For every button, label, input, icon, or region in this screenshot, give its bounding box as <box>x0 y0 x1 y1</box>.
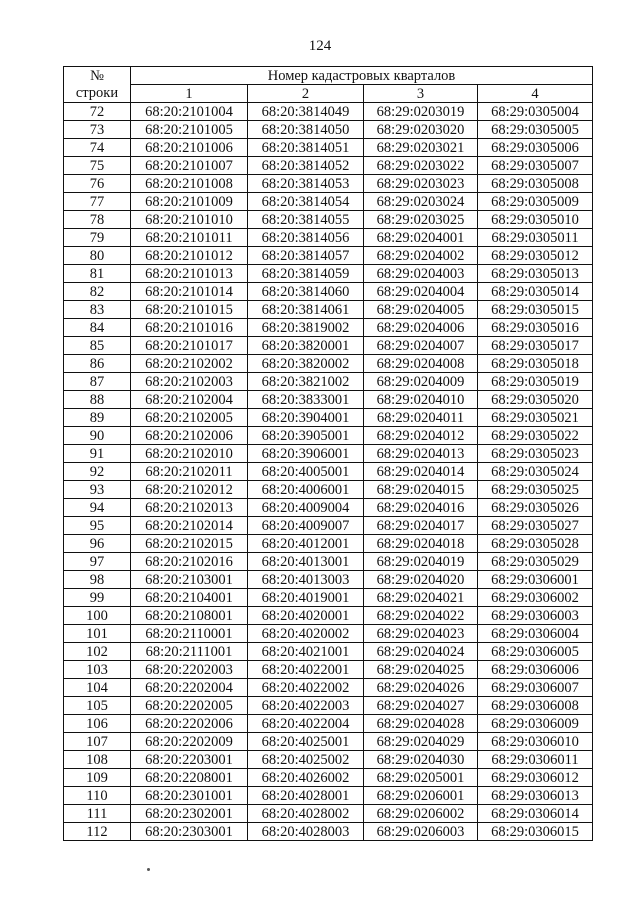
quarter-cell-col4: 68:29:0306009 <box>478 715 593 733</box>
quarter-cell-col4: 68:29:0305020 <box>478 391 593 409</box>
quarter-cell-col2: 68:20:4005001 <box>248 463 364 481</box>
quarter-cell-col4: 68:29:0305019 <box>478 373 593 391</box>
quarter-cell-col1: 68:20:2102015 <box>131 535 248 553</box>
table-row <box>64 391 593 409</box>
row-number-cell: 110 <box>64 787 131 805</box>
quarter-cell-col4: 68:29:0305027 <box>478 517 593 535</box>
table-row <box>64 679 593 697</box>
quarter-cell-col4: 68:29:0305016 <box>478 319 593 337</box>
table-row <box>64 625 593 643</box>
row-number-cell: 83 <box>64 301 131 319</box>
quarter-cell-col2: 68:20:4013001 <box>248 553 364 571</box>
quarter-cell-col3: 68:29:0203021 <box>364 139 478 157</box>
table-row <box>64 517 593 535</box>
quarter-cell-col3: 68:29:0204010 <box>364 391 478 409</box>
quarter-cell-col4: 68:29:0305006 <box>478 139 593 157</box>
table-row <box>64 319 593 337</box>
quarter-cell-col1: 68:20:2202009 <box>131 733 248 751</box>
quarter-cell-col1: 68:20:2102012 <box>131 481 248 499</box>
quarter-cell-col1: 68:20:2101008 <box>131 175 248 193</box>
quarter-cell-col2: 68:20:3820002 <box>248 355 364 373</box>
quarter-cell-col2: 68:20:4013003 <box>248 571 364 589</box>
row-number-cell: 97 <box>64 553 131 571</box>
quarter-cell-col2: 68:20:4022001 <box>248 661 364 679</box>
quarter-cell-col3: 68:29:0204028 <box>364 715 478 733</box>
table-row <box>64 499 593 517</box>
table-row <box>64 607 593 625</box>
table-row <box>64 733 593 751</box>
quarter-cell-col3: 68:29:0206003 <box>364 823 478 841</box>
quarter-cell-col4: 68:29:0306010 <box>478 733 593 751</box>
table-row <box>64 553 593 571</box>
quarter-cell-col4: 68:29:0306005 <box>478 643 593 661</box>
table-row <box>64 769 593 787</box>
row-number-cell: 99 <box>64 589 131 607</box>
quarter-cell-col4: 68:29:0305014 <box>478 283 593 301</box>
quarter-cell-col1: 68:20:2101015 <box>131 301 248 319</box>
quarter-cell-col3: 68:29:0204030 <box>364 751 478 769</box>
header-group-title: Номер кадастровых кварталов <box>131 67 593 85</box>
quarter-cell-col3: 68:29:0205001 <box>364 769 478 787</box>
quarter-cell-col2: 68:20:4019001 <box>248 589 364 607</box>
quarter-cell-col4: 68:29:0305029 <box>478 553 593 571</box>
quarter-cell-col3: 68:29:0204016 <box>364 499 478 517</box>
row-number-cell: 109 <box>64 769 131 787</box>
quarter-cell-col2: 68:20:3906001 <box>248 445 364 463</box>
quarter-cell-col3: 68:29:0204021 <box>364 589 478 607</box>
quarter-cell-col1: 68:20:2101007 <box>131 157 248 175</box>
table-body <box>64 67 593 841</box>
quarter-cell-col3: 68:29:0203025 <box>364 211 478 229</box>
table-row <box>64 247 593 265</box>
table-row <box>64 283 593 301</box>
row-number-cell: 85 <box>64 337 131 355</box>
row-number-cell: 78 <box>64 211 131 229</box>
quarter-cell-col1: 68:20:2101014 <box>131 283 248 301</box>
header-col-2: 2 <box>248 85 364 103</box>
quarter-cell-col1: 68:20:2208001 <box>131 769 248 787</box>
quarter-cell-col4: 68:29:0305024 <box>478 463 593 481</box>
table-row <box>64 265 593 283</box>
quarter-cell-col1: 68:20:2101004 <box>131 103 248 121</box>
table-row <box>64 805 593 823</box>
quarter-cell-col4: 68:29:0305023 <box>478 445 593 463</box>
quarter-cell-col3: 68:29:0204001 <box>364 229 478 247</box>
table-row <box>64 337 593 355</box>
quarter-cell-col3: 68:29:0204029 <box>364 733 478 751</box>
row-number-cell: 84 <box>64 319 131 337</box>
row-number-cell: 76 <box>64 175 131 193</box>
quarter-cell-col1: 68:20:2110001 <box>131 625 248 643</box>
quarter-cell-col4: 68:29:0305025 <box>478 481 593 499</box>
quarter-cell-col1: 68:20:2101012 <box>131 247 248 265</box>
row-number-cell: 104 <box>64 679 131 697</box>
quarter-cell-col4: 68:29:0306012 <box>478 769 593 787</box>
quarter-cell-col4: 68:29:0305017 <box>478 337 593 355</box>
quarter-cell-col1: 68:20:2202003 <box>131 661 248 679</box>
quarter-cell-col2: 68:20:4021001 <box>248 643 364 661</box>
quarter-cell-col1: 68:20:2108001 <box>131 607 248 625</box>
quarter-cell-col2: 68:20:3821002 <box>248 373 364 391</box>
quarter-cell-col2: 68:20:3814057 <box>248 247 364 265</box>
table-row <box>64 463 593 481</box>
table-row <box>64 139 593 157</box>
table-row <box>64 589 593 607</box>
quarter-cell-col3: 68:29:0204018 <box>364 535 478 553</box>
quarter-cell-col3: 68:29:0204014 <box>364 463 478 481</box>
row-number-cell: 98 <box>64 571 131 589</box>
quarter-cell-col4: 68:29:0305005 <box>478 121 593 139</box>
row-number-cell: 88 <box>64 391 131 409</box>
quarter-cell-col3: 68:29:0204024 <box>364 643 478 661</box>
table-row <box>64 103 593 121</box>
quarter-cell-col2: 68:20:3819002 <box>248 319 364 337</box>
quarter-cell-col3: 68:29:0204013 <box>364 445 478 463</box>
quarter-cell-col4: 68:29:0305011 <box>478 229 593 247</box>
quarter-cell-col2: 68:20:4006001 <box>248 481 364 499</box>
row-number-cell: 92 <box>64 463 131 481</box>
quarter-cell-col1: 68:20:2102010 <box>131 445 248 463</box>
quarter-cell-col1: 68:20:2102006 <box>131 427 248 445</box>
table-row <box>64 535 593 553</box>
page-number: 124 <box>308 38 332 54</box>
row-number-cell: 81 <box>64 265 131 283</box>
quarter-cell-col4: 68:29:0306007 <box>478 679 593 697</box>
quarter-cell-col2: 68:20:4025001 <box>248 733 364 751</box>
row-number-cell: 96 <box>64 535 131 553</box>
row-number-cell: 112 <box>64 823 131 841</box>
quarter-cell-col4: 68:29:0305022 <box>478 427 593 445</box>
quarter-cell-col1: 68:20:2102013 <box>131 499 248 517</box>
quarter-cell-col4: 68:29:0305009 <box>478 193 593 211</box>
header-col-4: 4 <box>478 85 593 103</box>
header-col-3: 3 <box>364 85 478 103</box>
quarter-cell-col2: 68:20:3820001 <box>248 337 364 355</box>
quarter-cell-col1: 68:20:2301001 <box>131 787 248 805</box>
quarter-cell-col1: 68:20:2101005 <box>131 121 248 139</box>
quarter-cell-col4: 68:29:0306004 <box>478 625 593 643</box>
table-row <box>64 157 593 175</box>
quarter-cell-col2: 68:20:4028001 <box>248 787 364 805</box>
row-number-cell: 80 <box>64 247 131 265</box>
quarter-cell-col1: 68:20:2101017 <box>131 337 248 355</box>
row-number-cell: 105 <box>64 697 131 715</box>
quarter-cell-col2: 68:20:3814060 <box>248 283 364 301</box>
quarter-cell-col1: 68:20:2102014 <box>131 517 248 535</box>
table-row <box>64 229 593 247</box>
quarter-cell-col4: 68:29:0306015 <box>478 823 593 841</box>
row-number-cell: 102 <box>64 643 131 661</box>
scan-speck <box>147 868 150 871</box>
quarter-cell-col1: 68:20:2101011 <box>131 229 248 247</box>
quarter-cell-col3: 68:29:0204020 <box>364 571 478 589</box>
row-number-cell: 94 <box>64 499 131 517</box>
quarter-cell-col2: 68:20:4012001 <box>248 535 364 553</box>
quarter-cell-col2: 68:20:4022002 <box>248 679 364 697</box>
quarter-cell-col3: 68:29:0204002 <box>364 247 478 265</box>
quarter-cell-col4: 68:29:0306002 <box>478 589 593 607</box>
header-row-2 <box>64 85 593 103</box>
row-number-cell: 75 <box>64 157 131 175</box>
quarter-cell-col4: 68:29:0305026 <box>478 499 593 517</box>
quarter-cell-col1: 68:20:2104001 <box>131 589 248 607</box>
quarter-cell-col2: 68:20:3904001 <box>248 409 364 427</box>
table-row <box>64 751 593 769</box>
table-row <box>64 787 593 805</box>
row-number-cell: 93 <box>64 481 131 499</box>
table-row <box>64 661 593 679</box>
table-row <box>64 823 593 841</box>
quarter-cell-col4: 68:29:0305010 <box>478 211 593 229</box>
row-number-cell: 77 <box>64 193 131 211</box>
quarter-cell-col4: 68:29:0305007 <box>478 157 593 175</box>
quarter-cell-col4: 68:29:0305012 <box>478 247 593 265</box>
quarter-cell-col3: 68:29:0204009 <box>364 373 478 391</box>
quarter-cell-col3: 68:29:0204027 <box>364 697 478 715</box>
quarter-cell-col4: 68:29:0305021 <box>478 409 593 427</box>
quarter-cell-col2: 68:20:3814059 <box>248 265 364 283</box>
quarter-cell-col3: 68:29:0204022 <box>364 607 478 625</box>
row-number-cell: 101 <box>64 625 131 643</box>
row-number-cell: 87 <box>64 373 131 391</box>
quarter-cell-col2: 68:20:4009004 <box>248 499 364 517</box>
row-number-cell: 89 <box>64 409 131 427</box>
quarter-cell-col4: 68:29:0305004 <box>478 103 593 121</box>
quarter-cell-col2: 68:20:4009007 <box>248 517 364 535</box>
table-row <box>64 571 593 589</box>
quarter-cell-col3: 68:29:0204026 <box>364 679 478 697</box>
row-number-cell: 91 <box>64 445 131 463</box>
quarter-cell-col1: 68:20:2102005 <box>131 409 248 427</box>
quarter-cell-col4: 68:29:0305013 <box>478 265 593 283</box>
quarter-cell-col4: 68:29:0306003 <box>478 607 593 625</box>
header-row-1 <box>64 67 593 85</box>
quarter-cell-col1: 68:20:2102004 <box>131 391 248 409</box>
table-row <box>64 373 593 391</box>
row-number-cell: 111 <box>64 805 131 823</box>
row-number-cell: 90 <box>64 427 131 445</box>
row-number-cell: 82 <box>64 283 131 301</box>
quarter-cell-col1: 68:20:2102011 <box>131 463 248 481</box>
quarter-cell-col3: 68:29:0204007 <box>364 337 478 355</box>
quarter-cell-col1: 68:20:2302001 <box>131 805 248 823</box>
quarter-cell-col2: 68:20:3814052 <box>248 157 364 175</box>
quarter-cell-col1: 68:20:2202006 <box>131 715 248 733</box>
quarter-cell-col1: 68:20:2111001 <box>131 643 248 661</box>
table-row <box>64 643 593 661</box>
quarter-cell-col3: 68:29:0204012 <box>364 427 478 445</box>
quarter-cell-col1: 68:20:2303001 <box>131 823 248 841</box>
quarter-cell-col3: 68:29:0204011 <box>364 409 478 427</box>
row-number-cell: 107 <box>64 733 131 751</box>
quarter-cell-col2: 68:20:4028003 <box>248 823 364 841</box>
quarter-cell-col1: 68:20:2101016 <box>131 319 248 337</box>
quarter-cell-col3: 68:29:0203020 <box>364 121 478 139</box>
quarter-cell-col1: 68:20:2202004 <box>131 679 248 697</box>
quarter-cell-col3: 68:29:0203023 <box>364 175 478 193</box>
quarter-cell-col4: 68:29:0305015 <box>478 301 593 319</box>
quarter-cell-col1: 68:20:2101010 <box>131 211 248 229</box>
table-row <box>64 427 593 445</box>
quarter-cell-col4: 68:29:0306008 <box>478 697 593 715</box>
row-number-cell: 100 <box>64 607 131 625</box>
quarter-cell-col2: 68:20:3814050 <box>248 121 364 139</box>
quarter-cell-col2: 68:20:4026002 <box>248 769 364 787</box>
quarter-cell-col1: 68:20:2101009 <box>131 193 248 211</box>
quarter-cell-col4: 68:29:0306006 <box>478 661 593 679</box>
table-row <box>64 481 593 499</box>
table-row <box>64 697 593 715</box>
quarter-cell-col3: 68:29:0204019 <box>364 553 478 571</box>
quarter-cell-col2: 68:20:4028002 <box>248 805 364 823</box>
row-number-cell: 86 <box>64 355 131 373</box>
quarter-cell-col2: 68:20:4022004 <box>248 715 364 733</box>
header-col-1: 1 <box>131 85 248 103</box>
table-row <box>64 193 593 211</box>
quarter-cell-col2: 68:20:3814053 <box>248 175 364 193</box>
header-number-sign: № <box>64 67 131 85</box>
quarter-cell-col2: 68:20:4022003 <box>248 697 364 715</box>
quarter-cell-col4: 68:29:0306001 <box>478 571 593 589</box>
quarter-cell-col3: 68:29:0204006 <box>364 319 478 337</box>
quarter-cell-col1: 68:20:2102003 <box>131 373 248 391</box>
quarter-cell-col2: 68:20:4025002 <box>248 751 364 769</box>
table-row <box>64 715 593 733</box>
quarter-cell-col1: 68:20:2202005 <box>131 697 248 715</box>
row-number-cell: 108 <box>64 751 131 769</box>
quarter-cell-col2: 68:20:3814056 <box>248 229 364 247</box>
quarter-cell-col4: 68:29:0306011 <box>478 751 593 769</box>
quarter-cell-col2: 68:20:3833001 <box>248 391 364 409</box>
cadastral-quarters-table <box>63 66 593 841</box>
quarter-cell-col2: 68:20:3814049 <box>248 103 364 121</box>
row-number-cell: 79 <box>64 229 131 247</box>
row-number-cell: 74 <box>64 139 131 157</box>
quarter-cell-col4: 68:29:0305008 <box>478 175 593 193</box>
quarter-cell-col1: 68:20:2203001 <box>131 751 248 769</box>
quarter-cell-col2: 68:20:3814055 <box>248 211 364 229</box>
quarter-cell-col1: 68:20:2102016 <box>131 553 248 571</box>
quarter-cell-col3: 68:29:0204008 <box>364 355 478 373</box>
row-number-cell: 72 <box>64 103 131 121</box>
table-row <box>64 301 593 319</box>
quarter-cell-col1: 68:20:2103001 <box>131 571 248 589</box>
quarter-cell-col2: 68:20:4020002 <box>248 625 364 643</box>
quarter-cell-col3: 68:29:0204023 <box>364 625 478 643</box>
quarter-cell-col2: 68:20:4020001 <box>248 607 364 625</box>
quarter-cell-col2: 68:20:3814051 <box>248 139 364 157</box>
quarter-cell-col4: 68:29:0306013 <box>478 787 593 805</box>
quarter-cell-col3: 68:29:0204015 <box>364 481 478 499</box>
quarter-cell-col4: 68:29:0305028 <box>478 535 593 553</box>
quarter-cell-col2: 68:20:3814061 <box>248 301 364 319</box>
table-row <box>64 121 593 139</box>
table-row <box>64 211 593 229</box>
quarter-cell-col3: 68:29:0204003 <box>364 265 478 283</box>
row-number-cell: 106 <box>64 715 131 733</box>
table-row <box>64 409 593 427</box>
table-row <box>64 355 593 373</box>
row-number-cell: 103 <box>64 661 131 679</box>
quarter-cell-col3: 68:29:0203024 <box>364 193 478 211</box>
quarter-cell-col4: 68:29:0306014 <box>478 805 593 823</box>
quarter-cell-col3: 68:29:0203019 <box>364 103 478 121</box>
quarter-cell-col4: 68:29:0305018 <box>478 355 593 373</box>
quarter-cell-col3: 68:29:0206002 <box>364 805 478 823</box>
quarter-cell-col3: 68:29:0204004 <box>364 283 478 301</box>
quarter-cell-col2: 68:20:3905001 <box>248 427 364 445</box>
row-number-cell: 95 <box>64 517 131 535</box>
quarter-cell-col2: 68:20:3814054 <box>248 193 364 211</box>
quarter-cell-col3: 68:29:0204005 <box>364 301 478 319</box>
quarter-cell-col1: 68:20:2102002 <box>131 355 248 373</box>
quarter-cell-col1: 68:20:2101006 <box>131 139 248 157</box>
table-row <box>64 175 593 193</box>
quarter-cell-col3: 68:29:0204025 <box>364 661 478 679</box>
row-number-cell: 73 <box>64 121 131 139</box>
header-row-label: строки <box>64 85 131 103</box>
quarter-cell-col3: 68:29:0206001 <box>364 787 478 805</box>
quarter-cell-col1: 68:20:2101013 <box>131 265 248 283</box>
quarter-cell-col3: 68:29:0204017 <box>364 517 478 535</box>
quarter-cell-col3: 68:29:0203022 <box>364 157 478 175</box>
table-row <box>64 445 593 463</box>
